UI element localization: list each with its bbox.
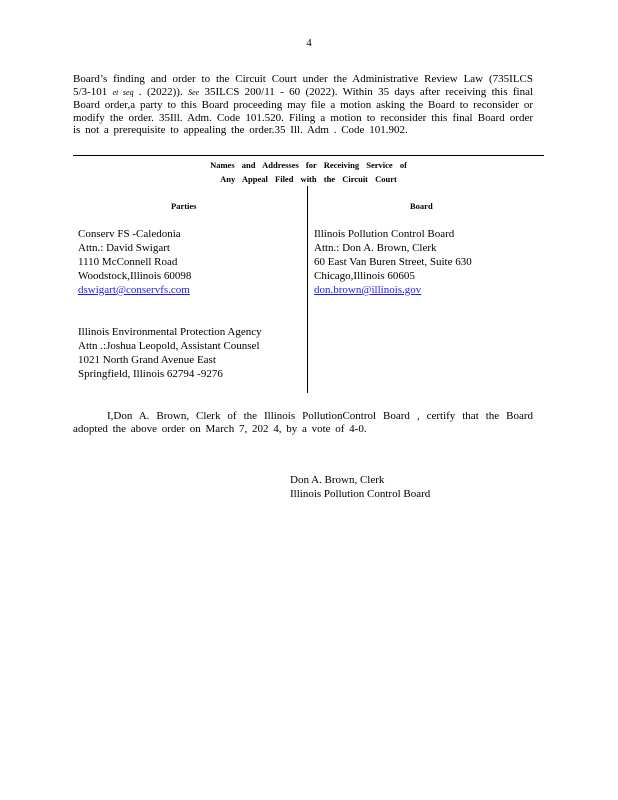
party-1-line: 1110 McConnell Road (78, 256, 178, 268)
board-line: Chicago,Illinois 60605 (314, 270, 415, 282)
party-2-line: Illinois Environmental Protection Agency (78, 326, 262, 338)
signature-name: Don A. Brown, Clerk (290, 474, 385, 486)
party-1-line: Woodstock,Illinois 60098 (78, 270, 192, 282)
parties-column-header: Parties (171, 201, 197, 211)
party-2-line: Attn .:Joshua Leopold, Assistant Counsel (78, 340, 260, 352)
board-column-header: Board (410, 201, 433, 211)
board-line: 60 East Van Buren Street, Suite 630 (314, 256, 472, 268)
intro-see: See (188, 87, 200, 97)
intro-text-b: . (2022)). (138, 85, 183, 98)
signature-block (290, 473, 430, 501)
column-divider (307, 186, 308, 393)
signature-org: Illinois Pollution Control Board (290, 488, 431, 500)
intro-et-seq: et seq (112, 87, 134, 97)
table-title-line1: Names and Addresses for Receiving Service of (210, 160, 407, 170)
board-line: Attn.: Don A. Brown, Clerk (314, 242, 437, 254)
intro-paragraph (73, 73, 533, 137)
table-title (73, 158, 544, 186)
party-1-email-link[interactable]: dswigart@conservfs.com (78, 284, 190, 296)
party-2-line: Springfield, Illinois 62794 -9276 (78, 368, 223, 380)
board-line: Illinois Pollution Control Board (314, 228, 455, 240)
party-2-address (78, 325, 262, 381)
board-address (314, 227, 472, 297)
page-number: 4 (306, 37, 312, 49)
table-top-rule (73, 155, 544, 156)
party-1-address (78, 227, 191, 297)
board-email-link[interactable]: don.brown@illinois.gov (314, 284, 422, 296)
party-1-line: Conserv FS -Caledonia (78, 228, 181, 240)
intro-text-c: 35ILCS 200/11 - 60 (2022). Within 35 days after receiving this final Board order,a party to this Board proceeding may file a motion asking the Board to reconsider or modify the order. 35Ill. Adm. Code 101.520. Filing a motion to reconsider this final Board order is not a prerequisite to appealing the order.35 Ill. Adm . Code 101.902. (73, 85, 534, 136)
party-2-line: 1021 North Grand Avenue East (78, 354, 216, 366)
table-title-line2: Any Appeal Filed with the Circuit Court (220, 174, 397, 184)
party-1-line: Attn.: David Swigart (78, 242, 170, 254)
certification-paragraph: I,Don A. Brown, Clerk of the Illinois PollutionControl Board , certify that the Board adopted the above order on March 7, 202 4, by a vote of 4-0. (73, 410, 533, 435)
intro-text-a: Board’s finding and order to the Circuit Court under the Administrative Review Law (735ILCS 5/3-101 (73, 73, 533, 98)
